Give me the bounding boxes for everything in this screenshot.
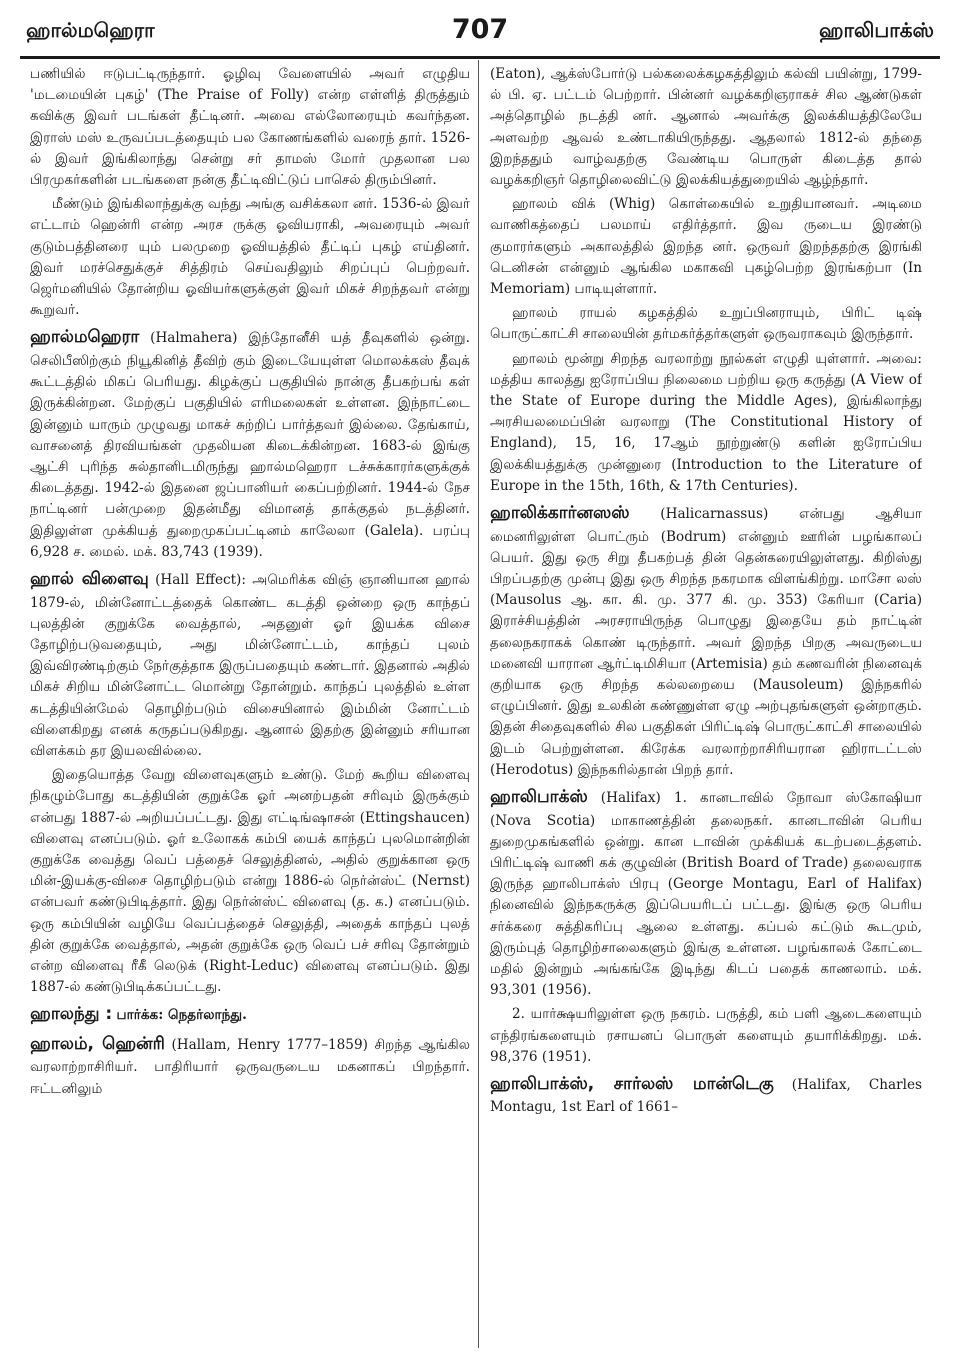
entry-text: (Halmahera) இந்தோனீசி யத் தீவுகளில் ஒன்று. செலிபீஸிற்கும் நியூகினித் தீவிற் கும் இடையேயுள்ள மொலக்கஸ் தீவுக் கூட்டத்தில் மிகப் பெரியது. கிழக்குப் பகுதியில் நான்கு தீபகற்பங் கள் இருக்கின்றன. மேற்குப் பகுதியில் எரிமலைகள் உள்ளன. இந்நாட்டை இன்னும் யாரும் முழுவது மாகச் சுற்றிப் பார்த்தவர் இல்லை. தேங்காய், வாசனைத் திரவியங்கள் முதலியன கிடைக்கின்றன. 1683-ல் இங்கு ஆட்சி புரிந்த சுல்தானிடமிருந்து ஹால்மஹெரா டச்சுக்காரர்களுக்குக் கிடைத்தது. 1942-ல் இதனை ஜப்பானியர் கைப்பற்றினர். 1944-ல் நேச நாட்டினர் பன்முறை இதன்மீது விமானத் தாக்குதல் நடத்தினர். இதிலுள்ள முக்கியத் துறைமுகப்பட்டினம் காலேலா (Galela). பரப்பு 6,928 ச. மைல். மக். 83,743 (1939). (30, 330, 470, 560)
header-rule (20, 56, 940, 59)
entry-headword: ஹாலம், ஹென்ரி (30, 1033, 165, 1054)
entry-text: (Hall Effect): அமெரிக்க விஞ் ஞானியான ஹால் 1879-ல், மின்னோட்டத்தைக் கொண்ட கடத்தி ஒன்றை ஒரு காந்தப் புலத்தின் குறுக்கே வைத்தால், அதனுள் ஓர் இயக்க விசை தோழிற்படுவதையும், அது மின்னோட்டம், காந்தப் புலம் இவ்விரண்டிற்கும் நேர்குத்தாக இருப்பதையும் கண்டார். இதனால் அதில் மிகச் சிறிய மின்னோட்ட மொன்று தோன்றும். காந்தப் புலத்தில் உள்ள கடத்தியின்மேல் தொழிற்படும் விசையினால் இம்மின் னோட்டம் விளைகிறது எனக் கருதப்படுகிறது. ஆனால் இதற்கு இன்னும் சரியான விளக்கம் தர இயலவில்லை. (30, 571, 470, 759)
entry-headword: ஹாலிக்கார்னஸஸ் (490, 503, 630, 524)
entry-holland (30, 1001, 470, 1028)
paragraph: ஹாலம் மூன்று சிறந்த வரலாற்று நூல்கள் எழுதி யுள்ளார். அவை: மத்திய காலத்து ஐரோப்பிய நிலைமை பற்றிய ஒரு கருத்து (A View of the State of Europe during the Middle Ages), இங்கிலாந்து அரசியலமைப்பின் வரலாறு (The Constitutional History of England), 15, 16, 17ஆம் நூற்றுண்டு களின் ஐரோப்பிய இலக்கியத்துக்கு முன்னுரை (Introduction to the Literature of Europe in the 15th, 16th, & 17th Centuries). (490, 350, 922, 494)
paragraph: 2. யார்க்ஷயரிலுள்ள ஒரு நகரம். பருத்தி, கம் பளி ஆடைகளையும் எந்திரங்களையும் ரசாயனப் பொருள் களையும் தயாரிக்கிறது. மக். 98,376 (1951). (490, 1006, 922, 1065)
entry-headword: ஹாலிபாக்ஸ், சார்லஸ் மான்டெகு (490, 1073, 774, 1094)
paragraph: பணியில் ஈடுபட்டிருந்தார். ஓழிவு வேளையில் அவர் எழுதிய 'மடமையின் புகழ்' (The Praise of Folly) என்ற எள்ளித் திருத்தும் கவிக்கு இவர் படங்கள் தீட்டினர். அவை எல்லோரையும் கவர்ந்தன. இராஸ் மஸ் உருவப்படத்தையும் பல கோணங்களில் வரைந் தார். 1526-ல் இவர் இங்கிலாந்து சென்று சர் தாமஸ் மோர் முதலான பல பிரமுகர்களின் படங்களை நன்கு தீட்டிவிட்டுப் பாசெல் திரும்பினர். (30, 66, 470, 189)
page-number: 707 (451, 14, 509, 45)
entry-halmahera (30, 324, 470, 563)
entry-headword: ஹாலந்து : (30, 1004, 113, 1025)
column-divider (478, 60, 479, 1348)
entry-headword: ஹால் விளைவு (30, 568, 149, 589)
entry-halicarnassus (490, 500, 922, 781)
entry-hallam-henry (30, 1031, 470, 1100)
cross-reference: பார்க்க: நெதர்லாந்து. (116, 1007, 247, 1024)
entry-text: (Halifax, Charles Montagu, 1st Earl of 1661– (490, 1076, 922, 1116)
entry-halifax (490, 784, 922, 1001)
paragraph: ஹாலம் ராயல் கழகத்தில் உறுப்பினராயும், பிரிட் டிஷ் பொருட்காட்சி சாலையின் தர்மகர்த்தர்களுள் ஒருவராகவும் இருந்தார். (490, 305, 922, 343)
paragraph: ஹாலம் விக் (Whig) கொள்கையில் உறுதியானவர். அடிமை வாணிகத்தைப் பலமாய் எதிர்த்தார். இவ ருடைய இரண்டு குமாரர்களும் அகாலத்தில் இறந்த னர். ஒருவர் இறந்ததற்கு இரங்கி டெனிசன் என்னும் ஆங்கில மகாகவி புகழ்பெற்ற இரங்கற்பா (In Memoriam) பாடியுள்ளார். (490, 196, 922, 298)
paragraph: மீண்டும் இங்கிலாந்துக்கு வந்து அங்கு வசிக்கலா னர். 1536-ல் இவர் எட்டாம் ஹென்ரி என்ற அரச ருக்கு ஓவியராகி, அவரையும் அவர் குடும்பத்தினரை யும் பலமுறை ஓவியத்தில் தீட்டிப் புகழ் எய்தினர். இவர் மரச்செதுக்குச் சித்திரம் செய்வதிலும் சிறப்புப் பெற்றவர். ஜெர்மனியில் தோன்றிய ஓவியர்களுக்குள் இவர் மிகச் சிறந்தவர் என்று கூறுவர். (30, 196, 470, 319)
entry-headword: ஹால்மஹெரா (30, 327, 140, 348)
entry-halifax-charles-montagu (490, 1071, 922, 1119)
right-guide-word: ஹாலிபாக்ஸ் (819, 18, 934, 42)
left-column (30, 64, 470, 1352)
entry-hall-effect (30, 566, 470, 762)
entry-text: (Hallam, Henry 1777–1859) சிறந்த ஆங்கில வரலாற்றாசிரியர். பாதிரியார் ஒருவருடைய மகனாகப் பிறந்தார். ஈட்டனிலும் (30, 1036, 470, 1097)
entry-headword: ஹாலிபாக்ஸ் (490, 787, 588, 808)
left-guide-word: ஹால்மஹெரா (26, 18, 155, 42)
paragraph: (Eaton), ஆக்ஸ்போர்டு பல்கலைக்கழகத்திலும் கல்வி பயின்று, 1799-ல் பி. ஏ. பட்டம் பெற்றார். பின்னர் வழக்கறிஞராகச் சில ஆண்டுகள் அத்தொழில் நடத்தி னர். ஆனால் அவர்க்கு இலக்கியத்திலேயே அளவற்ற ஆவல் உண்டாகியிருந்தது. ஆதலால் 1812-ல் தந்தை இறந்ததும் வாழ்வதற்கு வேண்டிய பொருள் கிடைத்த தால் வழக்கறிஞர் தொழிலைவிட்டு இலக்கியத்துறையில் ஆழ்ந்தார். (490, 66, 922, 189)
entry-text: (Halifax) 1. கானடாவில் நோவா ஸ்கோஷியா (Nova Scotia) மாகாணத்தின் தலைநகர். கானடாவின் பெரிய துறைமுகங்களில் ஒன்று. கான டாவின் முக்கியக் கடற்படைத்தளம். பிரிட்டிஷ் வாணி கக் குழுவின் (British Board of Trade) தலைவராக இருந்த ஹாலிபாக்ஸ் பிரபு (George Montagu, Earl of Halifax) நினைவில் இந்நகருக்கு இப்பெயரிடப் பட்டது. இங்கு ஒரு பெரிய சர்க்கரை சுத்திகரிப்பு ஆலை உள்ளது. கப்பல் கட்டும் கூடமும், இரும்புத் தொழிற்சாலைகளும் இங்கு உள்ளன. பழங்காலக் கோட்டை மதில் இன்றும் அங்கங்கே இடிந்து கிடப் பதைக் காணலாம். மக். 93,301 (1956). (490, 790, 922, 999)
right-column (490, 64, 922, 1352)
page-header (26, 14, 934, 48)
paragraph: இதையொத்த வேறு விளைவுகளும் உண்டு. மேற் கூறிய விளைவு நிகழும்போது கடத்தியின் குறுக்கே ஓர் அனற்பதன் சரிவும் இருக்கும் என்பது 1887-ல் அறியப்பட்டது. இது எட்டிங்ஷாசன் (Ettingshaucen) விளைவு எனப்படும். ஓர் உலோகக் கம்பி யைக் காந்தப் புலமொன்றின் குறுக்கே வைத்து வெப் பத்தைச் செலுத்தினல், அதில் குறுக்கான ஒரு மின்-இயக்கு-விசை தொழிற்படும் என்று 1886-ல் நெர்ன்ஸ்ட் (Nernst) என்பவர் கண்டுபிடித்தார். இது நெர்ன்ஸ்ட் விளைவு (த. க.) எனப்படும். ஒரு கம்பியின் வழியே வெப்பத்தைச் செலுத்தி, அதைக் காந்தப் புலத் தின் குறுக்கே வைத்தால், அதன் குறுக்கே ஒரு வெப் பச் சரிவு தோன்றும் என்ற விளைவு ரீகீ லெடுக் (Right-Leduc) விளைவு எனப்படும். இது 1887-ல் கண்டுபிடிக்கப்பட்டது. (30, 767, 470, 996)
entry-text: (Halicarnassus) என்பது ஆசியா மைனரிலுள்ள பொட்ரும் (Bodrum) என்னும் ஊரின் பழங்காலப் பெயர். இது ஒரு சிறு தீபகற்பத் தின் தென்கரையிலுள்ளது. கிறிஸ்து பிறப்பதற்கு முன்பு இது ஒரு சிறந்த நகரமாக விளங்கிற்று. மாசோ லஸ் (Mausolus ஆ. கா. கி. மு. 377 கி. மு. 353) கேரியா (Caria) இராச்சியத்தின் அரசராயிருந்த பொழுது இதையே தம் நாட்டின் தலைநகராகக் கொண் டிருந்தார். அவர் இறந்த பிறகு அவருடைய மனைவி யாரான ஆர்ட்டிமிசியா (Artemisia) தம் கணவரின் நினைவுக் குறியாக ஒரு சிறந்த கல்லறையை (Mausoleum) இந்நகரில் எழுப்பினர். இது உலகின் கண்ணுள்ள ஏழு அற்புதங்களுள் ஒன்றாகும். இதன் சிதைவுகளில் சில பகுதிகள் பிரிட்டிஷ் பொருட்காட்சி சாலையில் இடம் பெற்றுள்ளன. கிரேக்க வரலாற்றாசிரியரான ஹிராடட்டஸ் (Herodotus) இந்நகரில்தான் பிறந் தார். (490, 506, 922, 778)
